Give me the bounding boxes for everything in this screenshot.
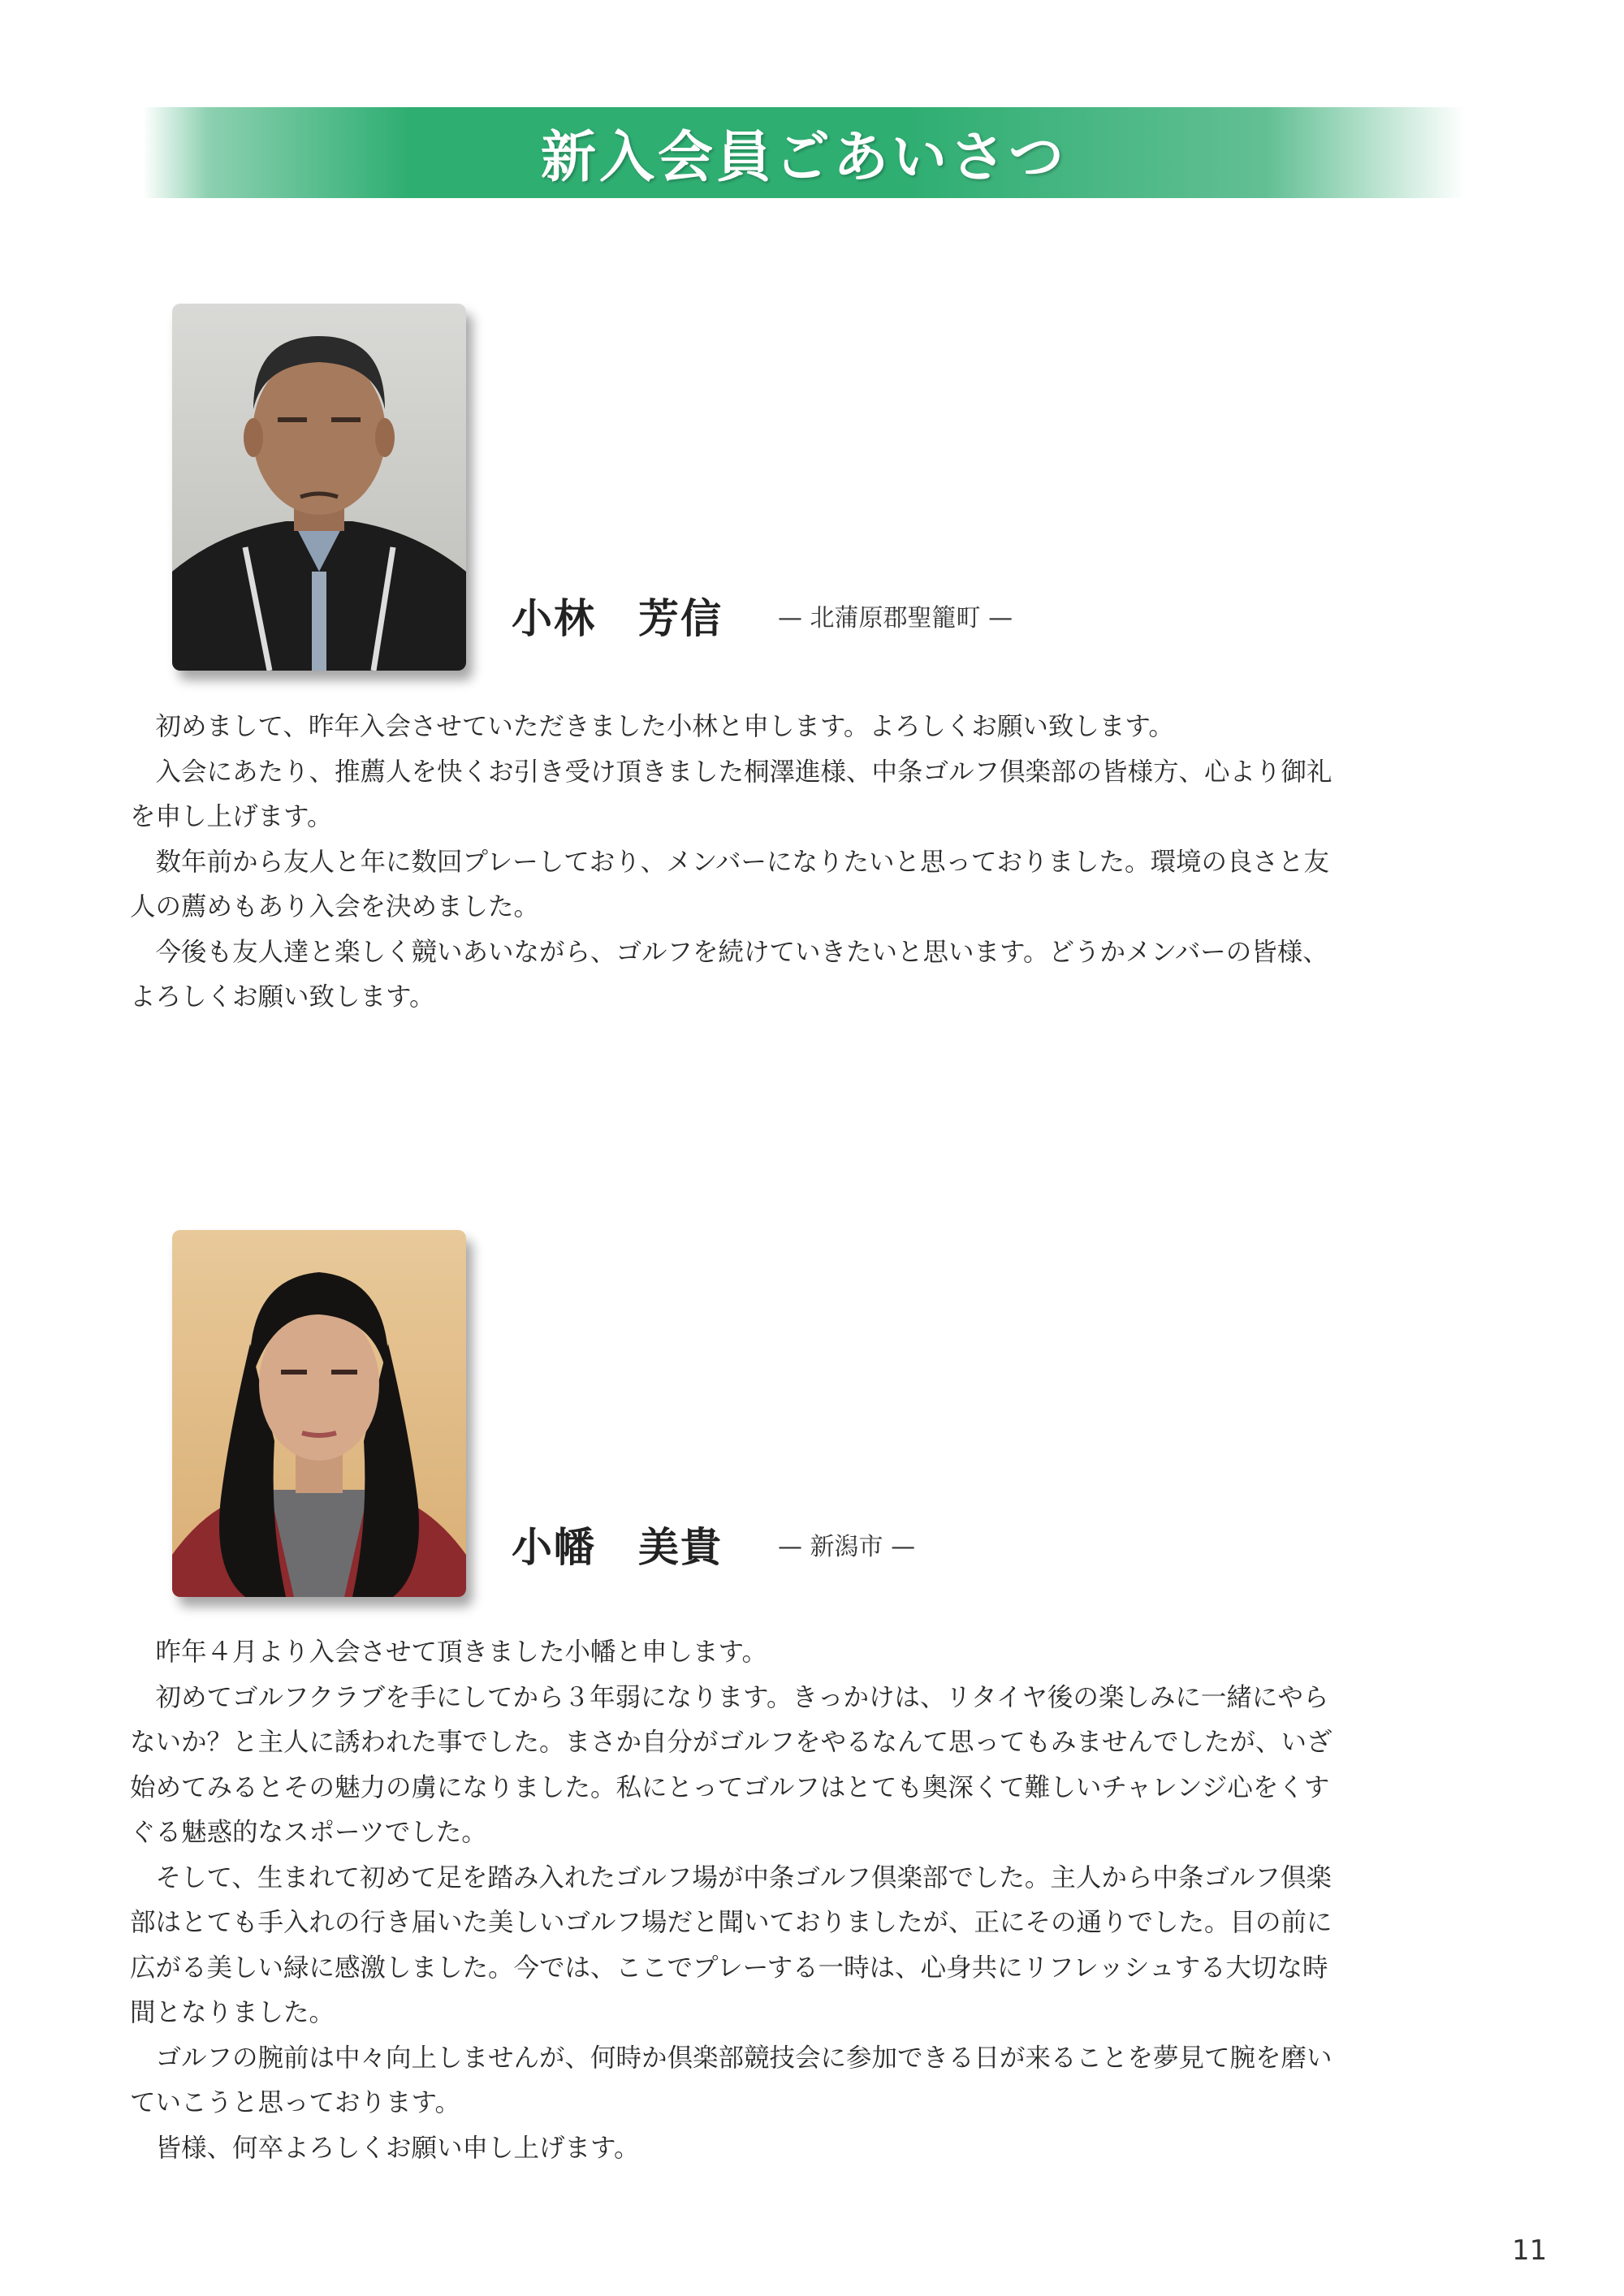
message-line: を申し上げます。 — [130, 802, 333, 831]
message-line: 数年前から友人と年に数回プレーしており、メンバーになりたいと思っておりました。環境の良さと友 — [155, 847, 1330, 877]
member-name: 小幡 美貴 — [512, 1524, 723, 1571]
page-number: 11 — [1512, 2234, 1548, 2267]
page-title: 新入会員ごあいさつ — [540, 125, 1067, 190]
member-name: 小林 芳信 — [512, 595, 723, 642]
message-line: ゴルフの腕前は中々向上しませんが、何時か倶楽部競技会に参加できる日が来ることを夢見て腕を磨い — [155, 2043, 1332, 2073]
message-line: 初めてゴルフクラブを手にしてから３年弱になります。きっかけは、リタイヤ後の楽しみに一緒にやら — [155, 1682, 1329, 1712]
message-line: 皆様、何卒よろしくお願い申し上げます。 — [155, 2133, 640, 2163]
member-hometown: — 北蒲原郡聖籠町 — — [778, 604, 1013, 632]
message-line: 人の薦めもあり入会を決めました。 — [130, 892, 540, 921]
message-line: よろしくお願い致します。 — [130, 982, 435, 1012]
message-line: そして、生まれて初めて足を踏み入れたゴルフ場が中条ゴルフ倶楽部でした。主人から中条ゴルフ倶楽 — [155, 1862, 1332, 1892]
message-line: 始めてみるとその魅力の虜になりました。私にとってゴルフはとても奥深くて難しいチャレンジ心をくす — [130, 1772, 1330, 1802]
message-line: 広がる美しい緑に感激しました。今では、ここでプレーする一時は、心身共にリフレッシュする大切な時 — [130, 1953, 1328, 1983]
member-hometown: — 新潟市 — — [778, 1533, 916, 1561]
title-banner — [143, 107, 1465, 198]
message-line: 間となりました。 — [130, 1998, 335, 2027]
message-line: ないか？と主人に誘われた事でした。まさか自分がゴルフをやるなんて思ってもみませんでしたが、いざ — [130, 1728, 1332, 1757]
message-line: 今後も友人達と楽しく競いあいながら、ゴルフを続けていきたいと思います。どうかメンバーの皆様、 — [155, 937, 1328, 967]
message-line: ぐる魅惑的なスポーツでした。 — [130, 1818, 487, 1847]
message-line: ていこうと思っております。 — [130, 2088, 460, 2117]
portrait-man-photo — [172, 304, 466, 671]
member-message — [130, 1630, 1486, 2171]
message-line: 初めまして、昨年入会させていただきました小林と申します。よろしくお願い致します。 — [155, 712, 1174, 741]
portrait-woman-photo — [172, 1230, 466, 1597]
member-message — [130, 705, 1486, 1021]
message-line: 昨年４月より入会させて頂きました小幡と申します。 — [155, 1638, 767, 1667]
message-line: 部はとても手入れの行き届いた美しいゴルフ場だと聞いておりましたが、正にその通りでした。目の前に — [130, 1908, 1332, 1937]
message-line: 入会にあたり、推薦人を快くお引き受け頂きました桐澤進様、中条ゴルフ倶楽部の皆様方、心より御礼 — [155, 757, 1332, 787]
